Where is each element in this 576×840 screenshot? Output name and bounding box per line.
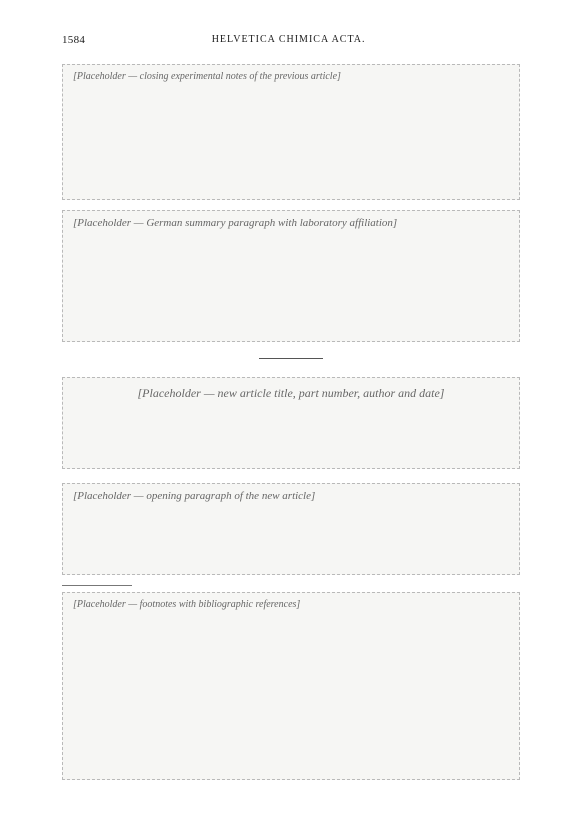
summary-block: [Placeholder — German summary paragraph with laboratory affiliation]	[62, 210, 520, 342]
section-divider	[259, 358, 323, 359]
footnotes-block: [Placeholder — footnotes with bibliographic references]	[62, 592, 520, 780]
article-body-block: [Placeholder — opening paragraph of the new article]	[62, 483, 520, 575]
journal-title: HELVETICA CHIMICA ACTA.	[211, 34, 366, 45]
preceding-text-block: [Placeholder — closing experimental notes of the previous article]	[62, 64, 520, 200]
article-heading-block: [Placeholder — new article title, part number, author and date]	[62, 377, 520, 469]
page-number: 1584	[62, 34, 86, 46]
running-header	[62, 34, 520, 46]
footnote-rule	[62, 585, 132, 586]
